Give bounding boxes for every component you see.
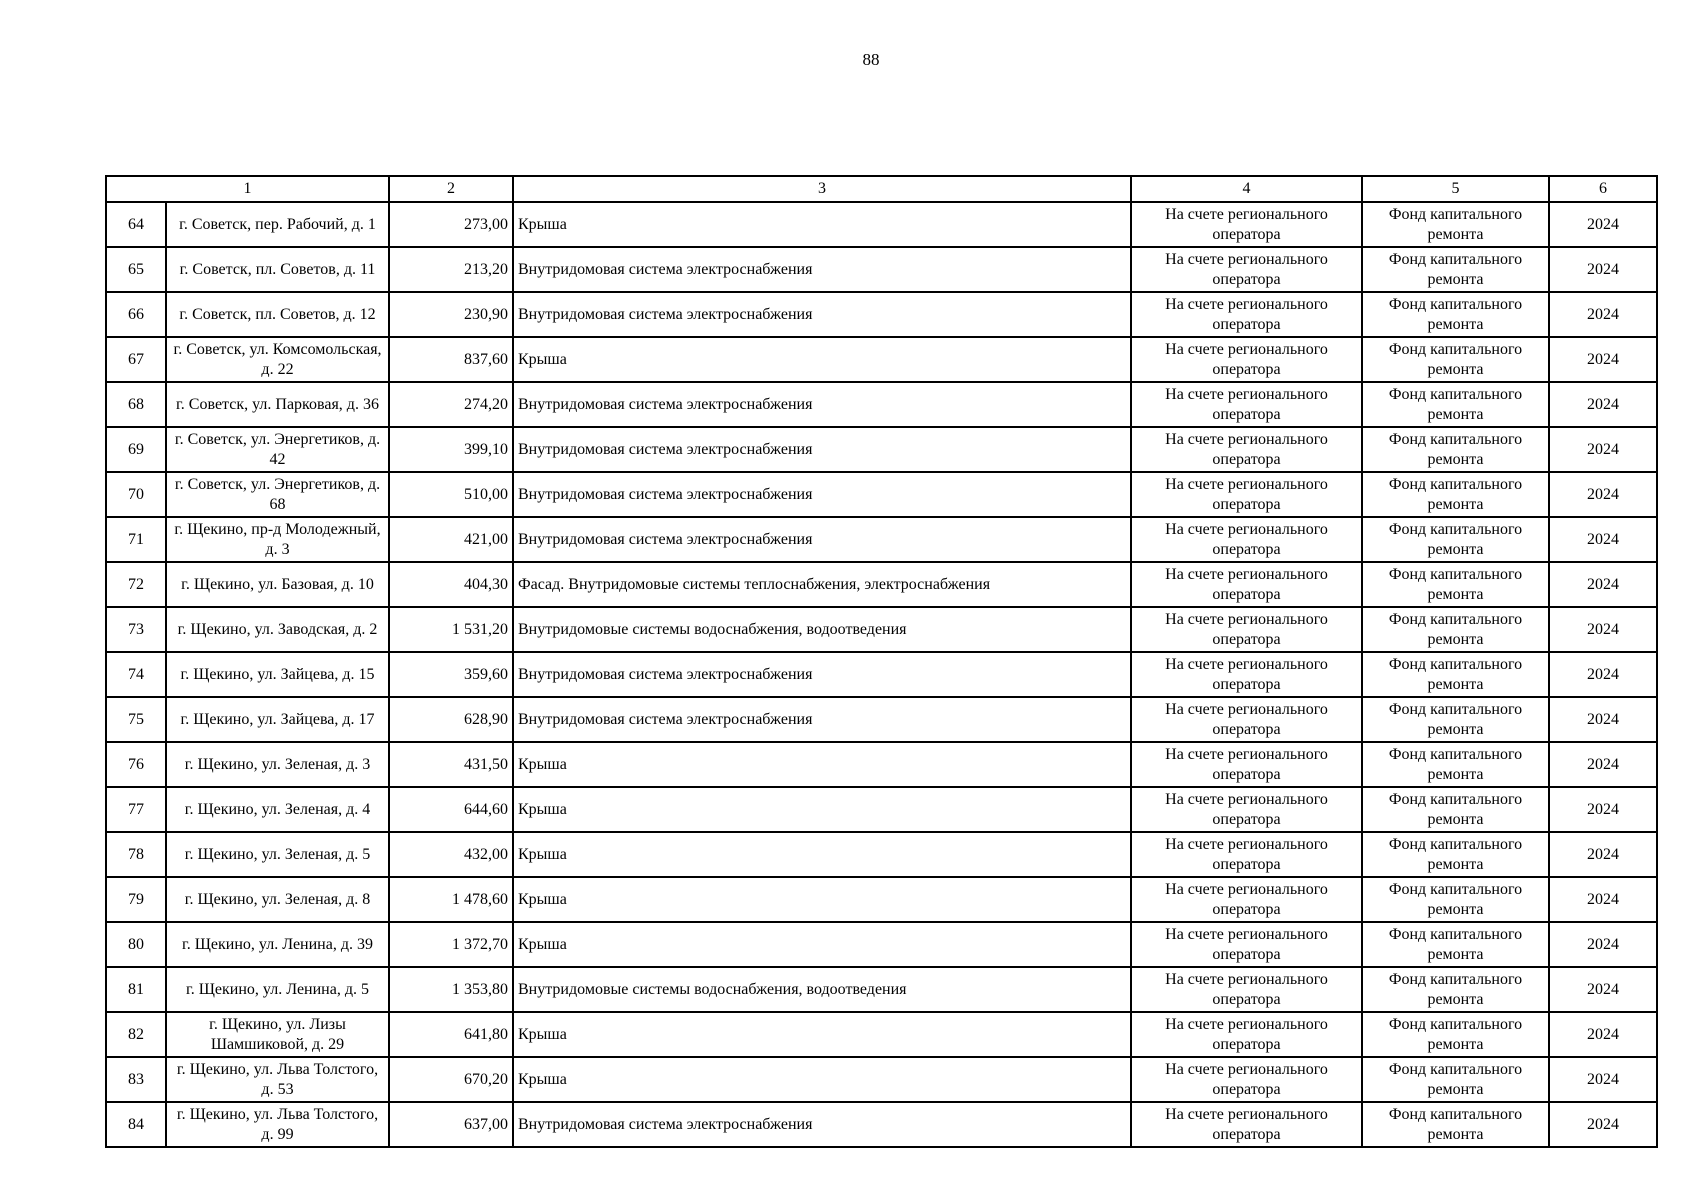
- address-cell: г. Щекино, ул. Льва Толстого, д. 53: [166, 1057, 389, 1102]
- account-cell: На счете регионального оператора: [1131, 1057, 1362, 1102]
- year-cell: 2024: [1549, 517, 1657, 562]
- funding-source-cell: Фонд капитального ремонта: [1362, 697, 1549, 742]
- account-cell: На счете регионального оператора: [1131, 562, 1362, 607]
- address-cell: г. Советск, ул. Энергетиков, д. 42: [166, 427, 389, 472]
- header-col-1: 1: [106, 176, 389, 202]
- account-cell: На счете регионального оператора: [1131, 1102, 1362, 1147]
- table-row: [106, 967, 1657, 1012]
- area-cell: 213,20: [389, 247, 513, 292]
- year-cell: 2024: [1549, 832, 1657, 877]
- work-type-cell: Внутридомовая система электроснабжения: [513, 697, 1131, 742]
- address-cell: г. Советск, пл. Советов, д. 12: [166, 292, 389, 337]
- area-cell: 431,50: [389, 742, 513, 787]
- row-number: 78: [106, 832, 166, 877]
- table-row: [106, 562, 1657, 607]
- account-cell: На счете регионального оператора: [1131, 697, 1362, 742]
- row-number: 80: [106, 922, 166, 967]
- table-row: [106, 202, 1657, 247]
- account-cell: На счете регионального оператора: [1131, 292, 1362, 337]
- funding-source-cell: Фонд капитального ремонта: [1362, 652, 1549, 697]
- account-cell: На счете регионального оператора: [1131, 742, 1362, 787]
- year-cell: 2024: [1549, 292, 1657, 337]
- address-cell: г. Щекино, ул. Зайцева, д. 17: [166, 697, 389, 742]
- work-type-cell: Внутридомовая система электроснабжения: [513, 652, 1131, 697]
- funding-source-cell: Фонд капитального ремонта: [1362, 517, 1549, 562]
- table-header: [106, 176, 1657, 202]
- year-cell: 2024: [1549, 697, 1657, 742]
- year-cell: 2024: [1549, 562, 1657, 607]
- year-cell: 2024: [1549, 607, 1657, 652]
- area-cell: 273,00: [389, 202, 513, 247]
- account-cell: На счете регионального оператора: [1131, 517, 1362, 562]
- funding-source-cell: Фонд капитального ремонта: [1362, 922, 1549, 967]
- address-cell: г. Советск, пл. Советов, д. 11: [166, 247, 389, 292]
- area-cell: 628,90: [389, 697, 513, 742]
- account-cell: На счете регионального оператора: [1131, 382, 1362, 427]
- funding-source-cell: Фонд капитального ремонта: [1362, 1057, 1549, 1102]
- year-cell: 2024: [1549, 1102, 1657, 1147]
- work-type-cell: Внутридомовая система электроснабжения: [513, 517, 1131, 562]
- row-number: 74: [106, 652, 166, 697]
- row-number: 73: [106, 607, 166, 652]
- row-number: 64: [106, 202, 166, 247]
- work-type-cell: Внутридомовая система электроснабжения: [513, 472, 1131, 517]
- work-type-cell: Фасад. Внутридомовые системы теплоснабжения, электроснабжения: [513, 562, 1131, 607]
- funding-source-cell: Фонд капитального ремонта: [1362, 742, 1549, 787]
- year-cell: 2024: [1549, 967, 1657, 1012]
- row-number: 82: [106, 1012, 166, 1057]
- area-cell: 510,00: [389, 472, 513, 517]
- work-type-cell: Крыша: [513, 1057, 1131, 1102]
- area-cell: 644,60: [389, 787, 513, 832]
- account-cell: На счете регионального оператора: [1131, 652, 1362, 697]
- address-cell: г. Щекино, ул. Ленина, д. 5: [166, 967, 389, 1012]
- row-number: 67: [106, 337, 166, 382]
- funding-source-cell: Фонд капитального ремонта: [1362, 292, 1549, 337]
- work-type-cell: Крыша: [513, 922, 1131, 967]
- table-body: [106, 202, 1657, 1147]
- table-row: [106, 247, 1657, 292]
- address-cell: г. Щекино, ул. Лизы Шамшиковой, д. 29: [166, 1012, 389, 1057]
- funding-source-cell: Фонд капитального ремонта: [1362, 562, 1549, 607]
- address-cell: г. Щекино, ул. Зеленая, д. 3: [166, 742, 389, 787]
- area-cell: 641,80: [389, 1012, 513, 1057]
- year-cell: 2024: [1549, 427, 1657, 472]
- table-row: [106, 832, 1657, 877]
- account-cell: На счете регионального оператора: [1131, 1012, 1362, 1057]
- table-row: [106, 1102, 1657, 1147]
- table-row: [106, 922, 1657, 967]
- row-number: 65: [106, 247, 166, 292]
- funding-source-cell: Фонд капитального ремонта: [1362, 967, 1549, 1012]
- funding-source-cell: Фонд капитального ремонта: [1362, 832, 1549, 877]
- funding-source-cell: Фонд капитального ремонта: [1362, 247, 1549, 292]
- address-cell: г. Советск, ул. Парковая, д. 36: [166, 382, 389, 427]
- account-cell: На счете регионального оператора: [1131, 202, 1362, 247]
- table-row: [106, 652, 1657, 697]
- account-cell: На счете регионального оператора: [1131, 472, 1362, 517]
- year-cell: 2024: [1549, 472, 1657, 517]
- address-cell: г. Щекино, ул. Зеленая, д. 5: [166, 832, 389, 877]
- table-row: [106, 1012, 1657, 1057]
- area-cell: 1 353,80: [389, 967, 513, 1012]
- work-type-cell: Крыша: [513, 877, 1131, 922]
- row-number: 69: [106, 427, 166, 472]
- year-cell: 2024: [1549, 877, 1657, 922]
- address-cell: г. Советск, ул. Энергетиков, д. 68: [166, 472, 389, 517]
- funding-source-cell: Фонд капитального ремонта: [1362, 472, 1549, 517]
- table-row: [106, 427, 1657, 472]
- table-row: [106, 877, 1657, 922]
- account-cell: На счете регионального оператора: [1131, 247, 1362, 292]
- area-cell: 404,30: [389, 562, 513, 607]
- row-number: 77: [106, 787, 166, 832]
- address-cell: г. Советск, пер. Рабочий, д. 1: [166, 202, 389, 247]
- row-number: 71: [106, 517, 166, 562]
- address-cell: г. Щекино, ул. Базовая, д. 10: [166, 562, 389, 607]
- account-cell: На счете регионального оператора: [1131, 832, 1362, 877]
- area-cell: 432,00: [389, 832, 513, 877]
- funding-source-cell: Фонд капитального ремонта: [1362, 382, 1549, 427]
- area-cell: 1 531,20: [389, 607, 513, 652]
- address-cell: г. Советск, ул. Комсомольская, д. 22: [166, 337, 389, 382]
- row-number: 83: [106, 1057, 166, 1102]
- year-cell: 2024: [1549, 202, 1657, 247]
- table-row: [106, 787, 1657, 832]
- year-cell: 2024: [1549, 1057, 1657, 1102]
- table-row: [106, 1057, 1657, 1102]
- year-cell: 2024: [1549, 652, 1657, 697]
- account-cell: На счете регионального оператора: [1131, 877, 1362, 922]
- area-cell: 637,00: [389, 1102, 513, 1147]
- work-type-cell: Внутридомовая система электроснабжения: [513, 427, 1131, 472]
- work-type-cell: Крыша: [513, 742, 1131, 787]
- header-col-4: 4: [1131, 176, 1362, 202]
- header-col-3: 3: [513, 176, 1131, 202]
- table-row: [106, 337, 1657, 382]
- table-row: [106, 472, 1657, 517]
- row-number: 84: [106, 1102, 166, 1147]
- funding-source-cell: Фонд капитального ремонта: [1362, 607, 1549, 652]
- work-type-cell: Внутридомовые системы водоснабжения, водоотведения: [513, 607, 1131, 652]
- address-cell: г. Щекино, ул. Заводская, д. 2: [166, 607, 389, 652]
- year-cell: 2024: [1549, 787, 1657, 832]
- funding-source-cell: Фонд капитального ремонта: [1362, 1102, 1549, 1147]
- row-number: 70: [106, 472, 166, 517]
- funding-source-cell: Фонд капитального ремонта: [1362, 1012, 1549, 1057]
- table-row: [106, 607, 1657, 652]
- funding-source-cell: Фонд капитального ремонта: [1362, 877, 1549, 922]
- area-cell: 670,20: [389, 1057, 513, 1102]
- row-number: 66: [106, 292, 166, 337]
- account-cell: На счете регионального оператора: [1131, 787, 1362, 832]
- year-cell: 2024: [1549, 247, 1657, 292]
- row-number: 75: [106, 697, 166, 742]
- header-row: [106, 176, 1657, 202]
- area-cell: 274,20: [389, 382, 513, 427]
- funding-source-cell: Фонд капитального ремонта: [1362, 337, 1549, 382]
- address-cell: г. Щекино, ул. Ленина, д. 39: [166, 922, 389, 967]
- table-row: [106, 517, 1657, 562]
- work-type-cell: Крыша: [513, 202, 1131, 247]
- funding-source-cell: Фонд капитального ремонта: [1362, 787, 1549, 832]
- area-cell: 1 478,60: [389, 877, 513, 922]
- area-cell: 421,00: [389, 517, 513, 562]
- row-number: 72: [106, 562, 166, 607]
- work-type-cell: Внутридомовая система электроснабжения: [513, 382, 1131, 427]
- repair-table: [105, 175, 1658, 1148]
- year-cell: 2024: [1549, 382, 1657, 427]
- area-cell: 230,90: [389, 292, 513, 337]
- table-row: [106, 742, 1657, 787]
- year-cell: 2024: [1549, 922, 1657, 967]
- account-cell: На счете регионального оператора: [1131, 922, 1362, 967]
- header-col-2: 2: [389, 176, 513, 202]
- address-cell: г. Щекино, ул. Зайцева, д. 15: [166, 652, 389, 697]
- year-cell: 2024: [1549, 337, 1657, 382]
- area-cell: 359,60: [389, 652, 513, 697]
- account-cell: На счете регионального оператора: [1131, 337, 1362, 382]
- area-cell: 837,60: [389, 337, 513, 382]
- address-cell: г. Щекино, пр-д Молодежный, д. 3: [166, 517, 389, 562]
- work-type-cell: Крыша: [513, 1012, 1131, 1057]
- account-cell: На счете регионального оператора: [1131, 967, 1362, 1012]
- funding-source-cell: Фонд капитального ремонта: [1362, 202, 1549, 247]
- address-cell: г. Щекино, ул. Льва Толстого, д. 99: [166, 1102, 389, 1147]
- area-cell: 399,10: [389, 427, 513, 472]
- row-number: 79: [106, 877, 166, 922]
- table-row: [106, 382, 1657, 427]
- row-number: 81: [106, 967, 166, 1012]
- page-number: 88: [862, 50, 880, 69]
- work-type-cell: Внутридомовая система электроснабжения: [513, 1102, 1131, 1147]
- work-type-cell: Крыша: [513, 337, 1131, 382]
- work-type-cell: Внутридомовые системы водоснабжения, водоотведения: [513, 967, 1131, 1012]
- work-type-cell: Внутридомовая система электроснабжения: [513, 292, 1131, 337]
- year-cell: 2024: [1549, 1012, 1657, 1057]
- header-col-6: 6: [1549, 176, 1657, 202]
- table-row: [106, 697, 1657, 742]
- area-cell: 1 372,70: [389, 922, 513, 967]
- work-type-cell: Крыша: [513, 787, 1131, 832]
- table-row: [106, 292, 1657, 337]
- row-number: 76: [106, 742, 166, 787]
- work-type-cell: Внутридомовая система электроснабжения: [513, 247, 1131, 292]
- funding-source-cell: Фонд капитального ремонта: [1362, 427, 1549, 472]
- work-type-cell: Крыша: [513, 832, 1131, 877]
- address-cell: г. Щекино, ул. Зеленая, д. 8: [166, 877, 389, 922]
- account-cell: На счете регионального оператора: [1131, 607, 1362, 652]
- address-cell: г. Щекино, ул. Зеленая, д. 4: [166, 787, 389, 832]
- year-cell: 2024: [1549, 742, 1657, 787]
- row-number: 68: [106, 382, 166, 427]
- account-cell: На счете регионального оператора: [1131, 427, 1362, 472]
- header-col-5: 5: [1362, 176, 1549, 202]
